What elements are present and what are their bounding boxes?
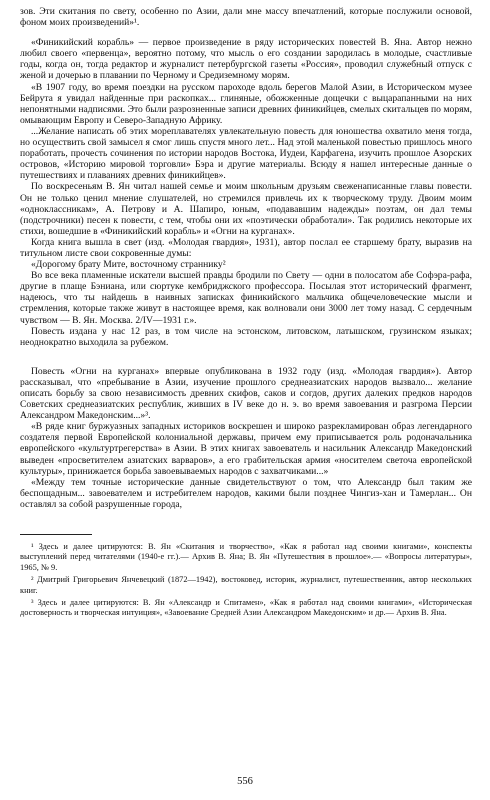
footnote-divider bbox=[20, 534, 92, 535]
paragraph: «В 1907 году, во время поездки на русском пароходе вдоль берегов Малой Азии, в Историческом музее Бейрута я увидал найденные при раскопках... глиняные, обожженные дощечки с выцарапанными на них непонятными надписями. Это были разрозненные записи древних финикийцев, смелых скитальцев по морям, омывающим Европу и Северо-Западную Африку. bbox=[20, 81, 472, 126]
footnotes bbox=[20, 542, 472, 619]
paragraph: По воскресеньям В. Ян читал нашей семье и моим школьным друзьям свеженаписанные главы повести. Он не только ценил мнение слушателей, но стремился привлечь их к творческому труду. Двоим моим «одноклассникам», А. Петрову и А. Шапиро, юным, «подававшим надежды» поэтам, он дал темы (подстрочники) песен к повести, с тем, чтобы они их «поэтически обработали». Так родились некоторые их стихи, вошедшие в «Финикийский корабль» и «Огни на курганах». bbox=[20, 181, 472, 237]
footnote: ¹ Здесь и далее цитируются: В. Ян «Скитания и творчество», «Как я работал над своими книгами», конспекты выступлений перед читателями (1940-е гг.).— Архив В. Яна; В. Ян «Путешествия в прошлое».— «Вопросы литературы», 1965, № 9. bbox=[20, 542, 472, 572]
paragraph: Повесть «Огни на курганах» впервые опубликована в 1932 году (изд. «Молодая гвардия»). Автор рассказывал, что «пребывание в Азии, изучение прошлого среднеазиатских народов вызвало... желание описать борьбу за свою независимость древних скифов, саков и согдов, других далеких предков народов Советских среднеазиатских республик, живших в IV веке до н. э. во время завоевания и разгрома Персии Александром Македонским...»³. bbox=[20, 365, 472, 422]
paragraph: зов. Эти скитания по свету, особенно по Азии, дали мне массу впечатлений, которые послужили основой, фоном моих произведений»¹. bbox=[20, 6, 472, 29]
paragraph: Когда книга вышла в свет (изд. «Молодая гвардия», 1931), автор послал ее старшему брату, выразив на титульном листе свои сокровенные думы: bbox=[20, 236, 472, 259]
dedication-line: «Дорогому брату Мите, восточному страннику² bbox=[31, 259, 226, 271]
paragraph: Повесть издана у нас 12 раз, в том числе на эстонском, литовском, латышском, грузинском языках; неоднократно выходила за рубежом. bbox=[20, 325, 472, 348]
paragraph: «Между тем точные исторические данные свидетельствуют о том, что Александр был таким же беспощадным... завоевателем и истребителем народов, какими были позднее Чингиз-хан и Тамерлан... Он оставлял за собой разрушенные города, bbox=[20, 476, 472, 510]
paragraph: ...Желание написать об этих мореплавателях увлекательную повесть для юношества охватило меня тогда, но осуществить свой замысел я смог лишь спустя много лет... Над этой маленькой повестью пришлось много поработать, прочесть сочинения по истории народов Востока, Иудеи, Карфагена, изучить прошлое Азорских островов, «Историю мировой торговли» Бэра и другие материалы. Всюду я нашел интересные данные о путешествиях и плаваниях древних финикийцев». bbox=[20, 125, 472, 182]
paragraph: «Финикийский корабль» — первое произведение в ряду исторических повестей В. Яна. Автор нежно любил своего «первенца», вероятно потому, что мысль о его создании зародилась в молодые, счастливые годы, когда он, тогда редактор и журналист петербургской газеты «Россия», проводил служебный отпуск с женой и дочерью в плавании по Черному и Средиземному морям. bbox=[20, 37, 472, 82]
footnote: ³ Здесь и далее цитируются: В. Ян «Александр и Спитамен», «Как я работал над своими книгами», «Историческая достоверность и творческая интуиция», «Завоевание Средней Азии Александром Македонским» и др.— Архив В. Яна. bbox=[20, 598, 472, 618]
page-number: 556 bbox=[237, 776, 253, 787]
paragraph: Во все века пламенные искатели высшей правды бродили по Свету — одни в полосатом абе Софэра-рафа, другие в плаще Бэнианa, или сюртуке кембриджского профессора. Посылая этот исторический фрагмент, надеюсь, что ты найдешь в наивных записках финикийского мальчика общечеловеческие мысли и стремления, которые также живут в настоящее время, как волновали они 3000 лет тому назад. С сердечным чувством — В. Ян. Москва. 2/IV—1931 г.». bbox=[20, 270, 472, 326]
footnote: ² Дмитрий Григорьевич Янчевецкий (1872—1942), востоковед, историк, журналист, путешественник, автор нескольких книг. bbox=[20, 575, 472, 595]
paragraph: «В ряде книг буржуазных западных историков воскрешен и широко разрекламирован образ легендарного создателя первой Европейской колониальной державы, причем ему приписывается роль родоначальника европейского «культуртрегерства» в Азии. В этих книгах завоеватель и насильник Александр Македонский выведен «просветителем азиатских варваров», а его грабительская армия «носителем светоча европейской культуры», принижается борьба завоевываемых народов с захватчиками...» bbox=[20, 421, 472, 477]
